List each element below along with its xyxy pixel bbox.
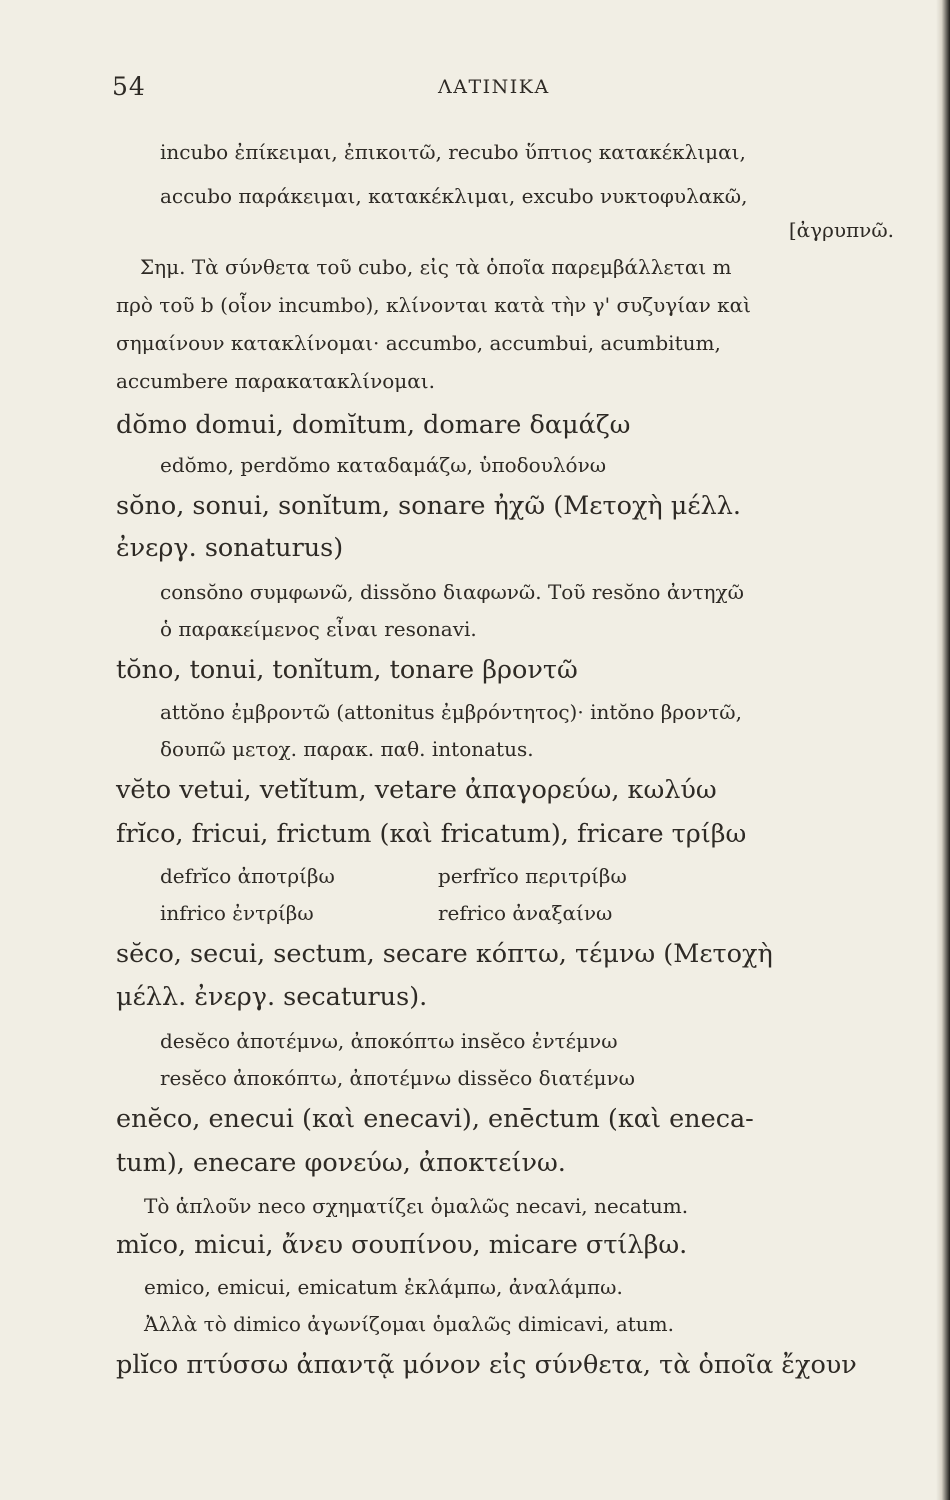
page-header	[0, 72, 950, 112]
note-line: πρὸ τοῦ b (οἷον incumbo), κλίνονται κατὰ τὴν γ' συζυγίαν καὶ	[116, 293, 751, 317]
text-line: accubo παράκειμαι, κατακέκλιμαι, excubo νυκτοφυλακῶ,	[160, 184, 748, 208]
note-line: Σημ. Τὰ σύνθετα τοῦ cubo, εἰς τὰ ὁποῖα παρεμβάλλεται m	[140, 255, 732, 279]
compound-line: resĕco ἀποκόπτω, ἀποτέμνω dissĕco διατέμνω	[160, 1066, 635, 1090]
text-line: incubo ἐπίκειμαι, ἐπικοιτῶ, recubo ὕπτιος κατακέκλιμαι,	[160, 140, 746, 164]
compound-line: attŏno ἐμβροντῶ (attonitus ἐμβρόντητος)· intŏno βροντῶ,	[160, 700, 742, 724]
entry-continuation-line: μέλλ. ἐνεργ. secaturus).	[116, 982, 428, 1012]
note-line: σημαίνουν κατακλίνομαι· accumbo, accumbui, acumbitum,	[116, 331, 721, 355]
entry-headword-line: enĕco, enecui (καὶ enecavi), enēctum (καὶ eneca-	[116, 1104, 754, 1134]
compound-line: ὁ παρακείμενος εἶναι resonavi.	[160, 617, 477, 641]
compound-line: emico, emicui, emicatum ἐκλάμπω, ἀναλάμπω.	[144, 1275, 623, 1299]
entry-continuation-line: tum), enecare φονεύω, ἀποκτείνω.	[116, 1148, 566, 1178]
compound-line: defrĭco ἀποτρίβω	[160, 864, 335, 888]
entry-headword-line: tŏno, tonui, tonĭtum, tonare βροντῶ	[116, 655, 578, 685]
compound-line: consŏno συμφωνῶ, dissŏno διαφωνῶ. Τοῦ resŏno ἀντηχῶ	[160, 580, 744, 604]
entry-headword-line: dŏmo domui, domĭtum, domare δαμάζω	[116, 410, 631, 440]
entry-headword-line: plĭco πτύσσω ἀπαντᾷ μόνον εἰς σύνθετα, τὰ ὁποῖα ἔχουν	[116, 1350, 857, 1380]
entry-headword-line: mĭco, micui, ἄνευ σουπίνου, micare στίλβω.	[116, 1230, 688, 1260]
compound-line-col2: perfrĭco περιτρίβω	[438, 864, 627, 888]
compound-line: δουπῶ μετοχ. παρακ. παθ. intonatus.	[160, 737, 534, 761]
entry-headword-line: sŏno, sonui, sonĭtum, sonare ἠχῶ (Μετοχὴ μέλλ.	[116, 491, 742, 521]
entry-headword-line: vĕto vetui, vetĭtum, vetare ἀπαγορεύω, κωλύω	[116, 775, 717, 805]
compound-line: desĕco ἀποτέμνω, ἀποκόπτω insĕco ἐντέμνω	[160, 1029, 618, 1053]
note-line: Ἀλλὰ τὸ dimico ἀγωνίζομαι ὁμαλῶς dimicavi, atum.	[144, 1312, 674, 1336]
page-edge-shadow	[936, 0, 950, 1500]
note-line: Τὸ ἁπλοῦν neco σχηματίζει ὁμαλῶς necavi, necatum.	[144, 1194, 689, 1218]
compound-line: infrico ἐντρίβω	[160, 901, 314, 925]
page-number: 54	[112, 72, 146, 101]
note-line: accumbere παρακατακλίνομαι.	[116, 369, 435, 393]
compound-line-col2: refrico ἀναξαίνω	[438, 901, 613, 925]
text-line: [ἀγρυπνῶ.	[788, 218, 894, 242]
running-head: ΛΑΤΙΝΙΚΑ	[438, 76, 550, 98]
compound-line: edŏmo, perdŏmo καταδαμάζω, ὑποδουλόνω	[160, 453, 607, 477]
entry-headword-line: sĕco, secui, sectum, secare κόπτω, τέμνω (Μετοχὴ	[116, 939, 773, 969]
entry-continuation-line: ἐνεργ. sonaturus)	[116, 533, 344, 563]
entry-headword-line: frĭco, fricui, frictum (καὶ fricatum), fricare τρίβω	[116, 819, 747, 849]
